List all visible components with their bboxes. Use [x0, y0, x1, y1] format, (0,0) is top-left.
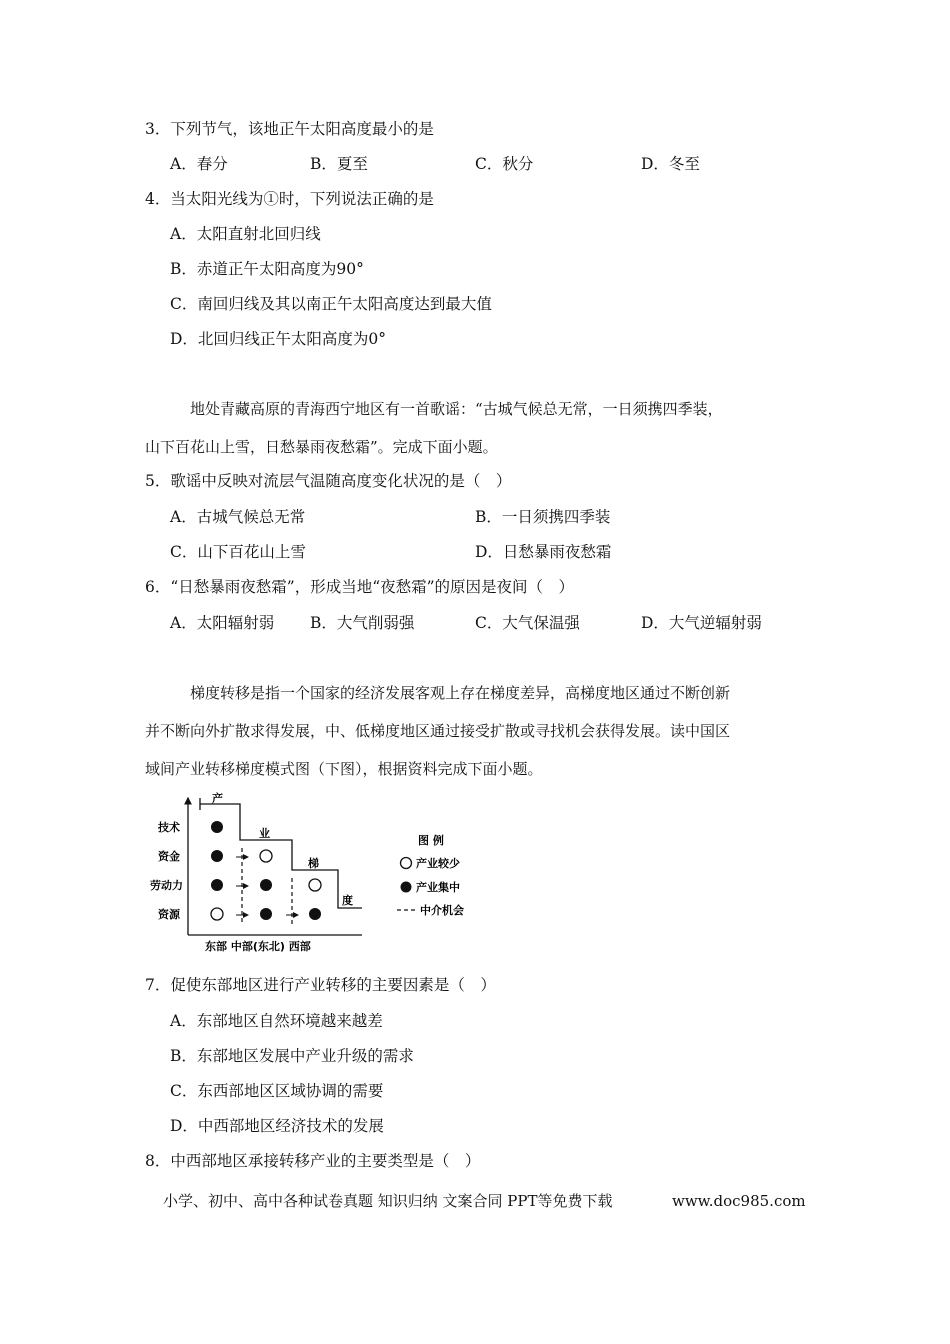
- footer-text: 小学、初中、高中各种试卷真题 知识归纳 文案合同 PPT等免费下载: [163, 1192, 613, 1210]
- step-label-2: 业: [259, 827, 270, 840]
- step-label-4: 度: [342, 894, 353, 907]
- question-3-stem: 3．下列节气，该地正午太阳高度最小的是: [145, 120, 434, 138]
- passage-2-line-1: 梯度转移是指一个国家的经济发展客观上存在梯度差异，高梯度地区通过不断创新: [190, 684, 731, 702]
- gradient-model-figure: [150, 790, 490, 955]
- question-5-stem: 5．歌谣中反映对流层气温随高度变化状况的是（ ）: [145, 472, 512, 490]
- option-6b: B．大气削弱强: [310, 614, 415, 632]
- option-5d: D．日愁暴雨夜愁霜: [475, 543, 612, 561]
- option-3d: D．冬至: [641, 155, 700, 173]
- question-8-stem: 8．中西部地区承接转移产业的主要类型是（ ）: [145, 1152, 481, 1170]
- row-label-capital: 资金: [158, 850, 180, 863]
- footer-url[interactable]: www.doc985.com: [672, 1192, 806, 1210]
- option-4a: A．太阳直射北回归线: [170, 225, 321, 243]
- question-4-stem: 4．当太阳光线为①时，下列说法正确的是: [145, 190, 434, 208]
- option-6c: C．大气保温强: [475, 614, 580, 632]
- passage-2-line-3: 域间产业转移梯度模式图（下图），根据资料完成下面小题。: [145, 760, 543, 778]
- row-label-resource: 资源: [158, 908, 180, 921]
- dot-central-resource: [260, 908, 272, 920]
- option-5b: B．一日须携四季装: [475, 508, 611, 526]
- option-7b: B．东部地区发展中产业升级的需求: [170, 1047, 414, 1065]
- row-label-labor: 劳动力: [150, 879, 183, 892]
- dot-east-capital: [211, 850, 223, 862]
- step-label-1: 产: [212, 792, 223, 805]
- option-7d: D．中西部地区经济技术的发展: [170, 1117, 384, 1135]
- row-label-tech: 技术: [158, 821, 180, 834]
- option-3c: C．秋分: [475, 155, 534, 173]
- option-7a: A．东部地区自然环境越来越差: [170, 1012, 383, 1030]
- dot-east-resource: [211, 908, 223, 920]
- x-axis-label: 东部 中部(东北) 西部: [205, 940, 311, 953]
- question-7-stem: 7．促使东部地区进行产业转移的主要因素是（ ）: [145, 976, 496, 994]
- gradient-staircase: [200, 804, 362, 908]
- option-5c: C．山下百花山上雪: [170, 543, 306, 561]
- option-4d: D．北回归线正午太阳高度为0°: [170, 330, 387, 348]
- passage-2-line-2: 并不断向外扩散求得发展，中、低梯度地区通过接受扩散或寻找机会获得发展。读中国区: [145, 722, 731, 740]
- legend-title: 图 例: [418, 834, 444, 847]
- question-6-stem: 6．“日愁暴雨夜愁霜”，形成当地“夜愁霜”的原因是夜间（ ）: [145, 578, 575, 596]
- passage-1-line-1: 地处青藏高原的青海西宁地区有一首歌谣：“古城气候总无常，一日须携四季装，: [190, 400, 723, 418]
- legend-open-dot: [401, 858, 412, 869]
- step-label-3: 梯: [308, 857, 319, 870]
- legend-concentrated: 产业集中: [416, 881, 460, 894]
- legend-dashed: 中介机会: [420, 904, 464, 917]
- option-7c: C．东西部地区区域协调的需要: [170, 1082, 384, 1100]
- legend-filled-dot: [401, 882, 412, 893]
- option-3a: A．春分: [170, 155, 228, 173]
- option-4b: B．赤道正午太阳高度为90°: [170, 260, 364, 278]
- option-6d: D．大气逆辐射弱: [641, 614, 762, 632]
- dot-west-labor: [309, 879, 321, 891]
- dot-west-resource: [309, 908, 321, 920]
- option-6a: A．太阳辐射弱: [170, 614, 275, 632]
- dot-east-tech: [211, 821, 223, 833]
- option-4c: C．南回归线及其以南正午太阳高度达到最大值: [170, 295, 492, 313]
- option-3b: B．夏至: [310, 155, 368, 173]
- dot-central-capital: [260, 850, 272, 862]
- dot-east-labor: [211, 879, 223, 891]
- option-5a: A．古城气候总无常: [170, 508, 306, 526]
- passage-1-line-2: 山下百花山上雪，日愁暴雨夜愁霜”。完成下面小题。: [145, 438, 498, 456]
- legend-few: 产业较少: [416, 857, 460, 870]
- dot-central-labor: [260, 879, 272, 891]
